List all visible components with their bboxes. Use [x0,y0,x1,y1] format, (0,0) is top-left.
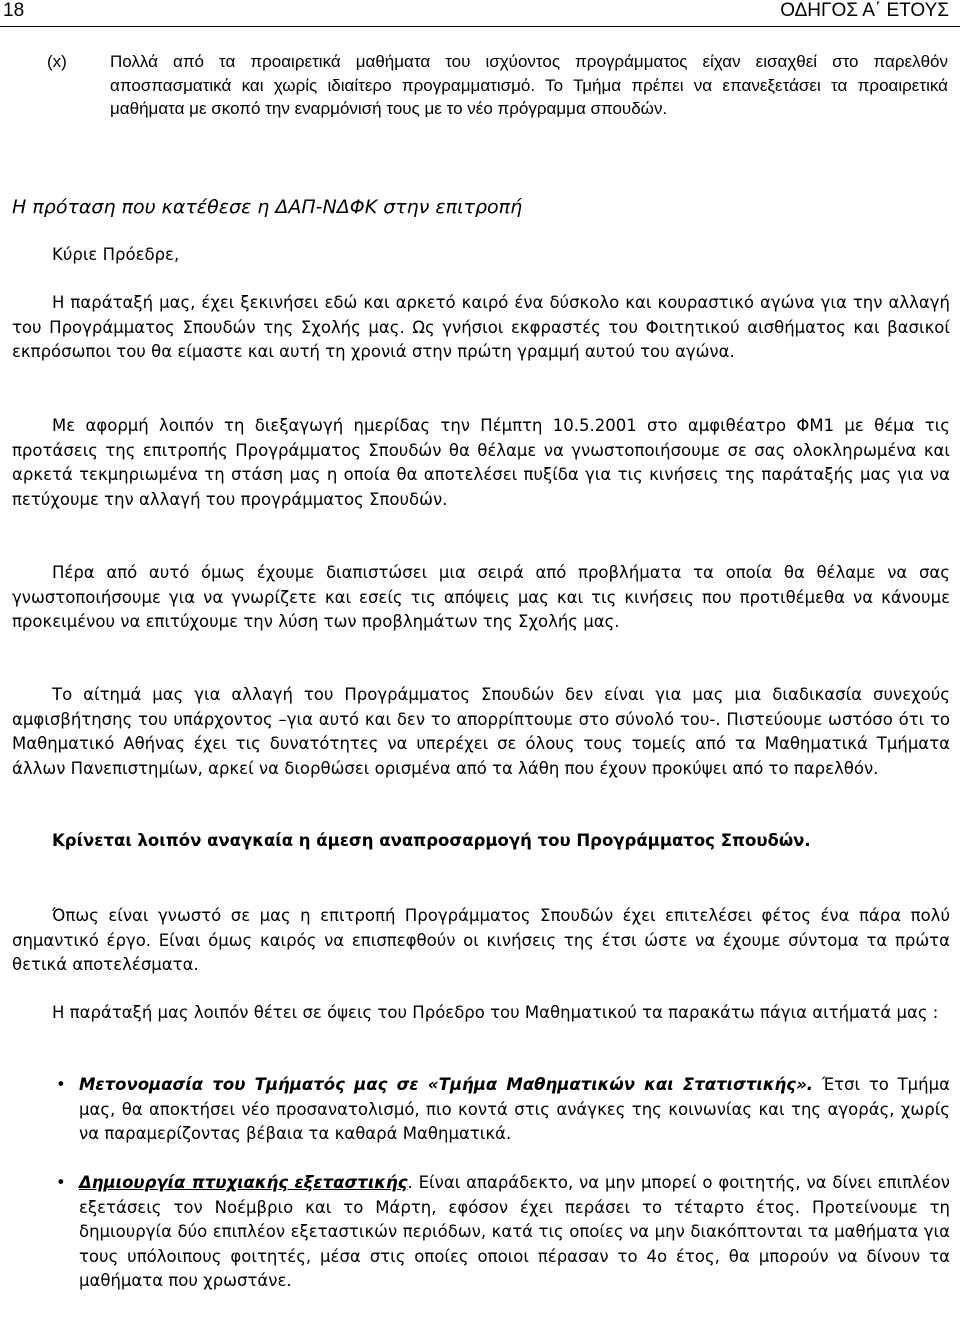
list-item [79,1171,950,1294]
item-text: Πολλά από τα προαιρετικά μαθήματα του ισχύοντος προγράμματος είχαν εισαχθεί στο παρελθόν αποσπασματικά και χωρίς ιδιαίτερο προγραμματισμό. Το Τμήμα πρέπει να επανεξετάσει τα προαιρετικά μαθήματα με σκοπό την εναρμόνισή τους με το νέο πρόγραμμα σπουδών. [110,52,948,118]
bullet-title: Δημιουργία πτυχιακής εξεταστικής [79,1173,408,1192]
list-item [79,1073,950,1147]
bullet-marker: • [56,1173,66,1192]
paragraph-5-emphasis: Κρίνεται λοιπόν αναγκαία η άμεση αναπροσαρμογή του Προγράμματος Σπουδών. [52,831,811,850]
paragraph-7: Η παράταξή μας λοιπόν θέτει σε όψεις του Πρόεδρο του Μαθηματικού τα παρακάτω πάγια αιτήματά μας : [52,1003,939,1022]
paragraph-3: Πέρα από αυτό όμως έχουμε διαπιστώσει μια σειρά από προβλήματα τα οποία θα θέλαμε να σας γνωστοποιήσουμε για να γνωρίζετε και εσείς τις απόψεις μας και τις κινήσεις που προτιθέμεθα να κάνουμε προκειμένου να επιτύχουμε την λύση των προβλημάτων της Σχολής μας. [12,563,950,631]
section-heading: Η πρόταση που κατέθεσε η ΔΑΠ-ΝΔΦΚ στην επιτροπή [12,196,523,218]
bullet-text: Έτσι το Τμήμα μας, θα αποκτήσει νέο προσανατολισμό, πιο κοντά στις ανάγκες της κοινωνίας και της αγοράς, χωρίς να παραμερίζοντας βέβαια τα καθαρά Μαθηματικά. [79,1075,950,1143]
page-header [0,0,960,26]
item-label: (x) [47,52,67,71]
bullet-marker: • [56,1075,66,1094]
header-rule [0,26,960,27]
paragraph-1: Η παράταξή μας, έχει ξεκινήσει εδώ και αρκετό καιρό ένα δύσκολο και κουραστικό αγώνα για την αλλαγή του Προγράμματος Σπουδών της Σχολής μας. Ως γνήσιοι εκφραστές του Φοιτητικού αισθήματος και βασικοί εκπρόσωποι του θα είμαστε και αυτή τη χρονιά στην πρώτη γραμμή αυτού του αγώνα. [12,293,950,361]
running-title: ΟΔΗΓΟΣ Α΄ ΕΤΟΥΣ [780,0,949,21]
paragraph-6: Όπως είναι γνωστό σε μας η επιτροπή Προγράμματος Σπουδών έχει επιτελέσει φέτος ένα πάρα πολύ σημαντικό έργο. Είναι όμως καιρός να επισπεφθούν οι κινήσεις της έτσι ώστε να έχουμε σύντομα τα πρώτα θετικά αποτελέσματα. [12,906,950,974]
bullet-title: Μετονομασία του Τμήματός μας σε «Τμήμα Μαθηματικών και Στατιστικής». [79,1075,814,1094]
page-number: 18 [3,0,25,21]
salutation: Κύριε Πρόεδρε, [52,245,180,264]
paragraph-4: Το αίτημά μας για αλλαγή του Προγράμματος Σπουδών δεν είναι για μας μια διαδικασία συνεχούς αμφισβήτησης του υπάρχοντος –για αυτό και δεν το απορρίπτουμε στο σύνολό του-. Πιστεύουμε ωστόσο ότι το Μαθηματικό Αθήνας έχει τις δυνατότητες να υπερέχει σε όλους τους τομείς από τα Μαθηματικά Τμήματα άλλων Πανεπιστημίων, αρκεί να διορθώσει ορισμένα από τα λάθη που έχουν προκύψει από το παρελθόν. [12,685,950,778]
paragraph-2: Με αφορμή λοιπόν τη διεξαγωγή ημερίδας την Πέμπτη 10.5.2001 στο αμφιθέατρο ΦΜ1 με θέμα τις προτάσεις της επιτροπής Προγράμματος Σπουδών θα θέλαμε να γνωστοποιήσουμε σε σας ολοκληρωμένα και αρκετά τεκμηριωμένα τη στάση μας η οποία θα αποτελέσει πυξίδα για τις κινήσεις της παράταξής μας για να πετύχουμε την αλλαγή του προγράμματος Σπουδών. [12,416,950,509]
bullet-text: . Είναι απαράδεκτο, να μην μπορεί ο φοιτητής, να δίνει επιπλέον εξετάσεις τον Νοέμβριο και το Μάρτη, εφόσον έχει περάσει το τέταρτο έτος. Προτείνουμε τη δημιουργία δύο επιπλέον εξεταστικών περιόδων, κατά τις οποίες να μην διακόπτονται τα μαθήματα για τους υπόλοιπους φοιτητές, μέσα στις οποίες οποιοι πέρασαν το 4ο έτος, θα μπορούν να δίνουν τα μαθήματα που χρωστάνε. [79,1173,951,1290]
